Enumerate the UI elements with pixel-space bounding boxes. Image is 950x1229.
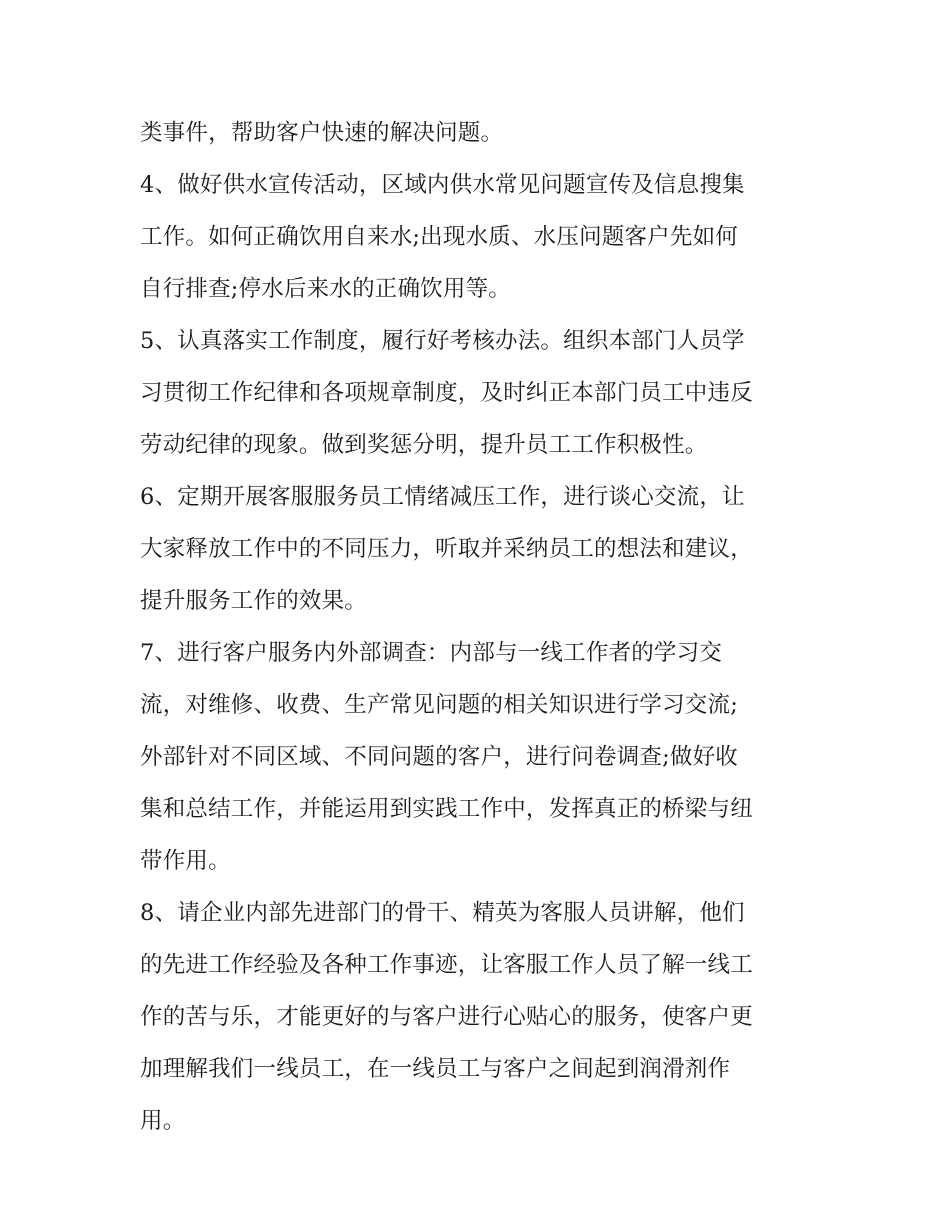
text-line: 7、进行客户服务内外部调查：内部与一线工作者的学习交 [140, 640, 723, 666]
text-line: 8、请企业内部先进部门的骨干、精英为客服人员讲解，他们 [140, 900, 745, 926]
text-line: 流，对维修、收费、生产常见问题的相关知识进行学习交流; [140, 692, 738, 718]
text-line: 6、定期开展客服服务员工情绪减压工作，进行谈心交流，让 [140, 484, 745, 510]
text-line: 习贯彻工作纪律和各项规章制度，及时纠正本部门员工中违反 [140, 380, 753, 406]
text-line: 4、做好供水宣传活动，区域内供水常见问题宣传及信息搜集 [140, 172, 745, 198]
text-line: 提升服务工作的效果。 [140, 588, 368, 614]
text-line: 工作。如何正确饮用自来水;出现水质、水压问题客户先如何 [140, 224, 738, 250]
text-line: 作的苦与乐，才能更好的与客户进行心贴心的服务，使客户更 [140, 1004, 753, 1030]
text-line: 外部针对不同区域、不同问题的客户，进行问卷调查;做好收 [140, 744, 738, 770]
text-line: 自行排查;停水后来水的正确饮用等。 [140, 276, 511, 302]
text-line: 劳动纪律的现象。做到奖惩分明，提升员工工作积极性。 [140, 432, 708, 458]
text-line: 大家释放工作中的不同压力，听取并采纳员工的想法和建议， [140, 536, 753, 562]
document-body [140, 107, 830, 1147]
text-line: 用。 [140, 1108, 186, 1134]
text-line: 加理解我们一线员工，在一线员工与客户之间起到润滑剂作 [140, 1056, 731, 1082]
text-line: 带作用。 [140, 848, 231, 874]
text-line: 的先进工作经验及各种工作事迹，让客服工作人员了解一线工 [140, 952, 753, 978]
text-line: 5、认真落实工作制度，履行好考核办法。组织本部门人员学 [140, 328, 745, 354]
text-line: 类事件，帮助客户快速的解决问题。 [140, 120, 504, 146]
text-line: 集和总结工作，并能运用到实践工作中，发挥真正的桥梁与纽 [140, 796, 753, 822]
